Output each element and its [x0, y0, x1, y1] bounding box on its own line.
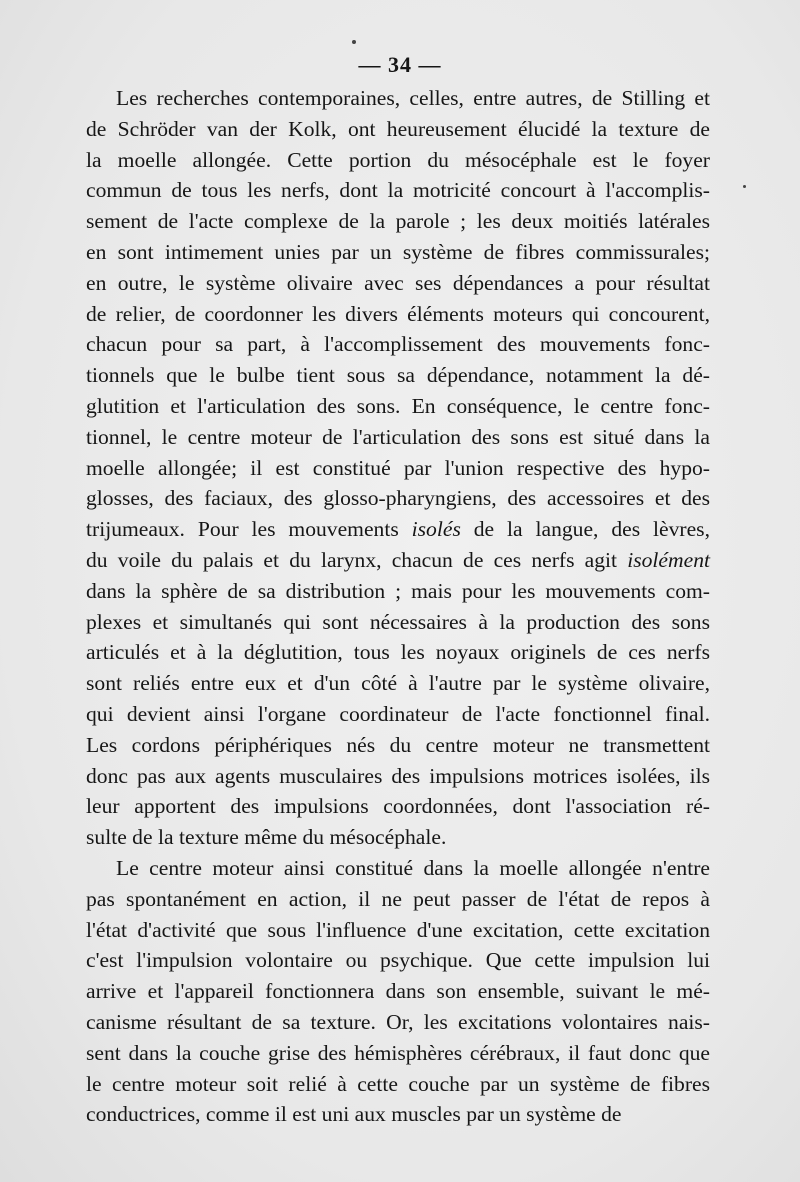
text-line: [86, 915, 710, 946]
text-line: [86, 329, 710, 360]
text-line: [86, 699, 710, 730]
text-segment: conductrices, comme il est uni aux muscles par un système de: [86, 1102, 622, 1127]
text-segment: chacun pour sa part, à l'accomplissement des mouvements fonc-: [86, 332, 710, 357]
text-segment: trijumeaux. Pour les mouvements: [86, 517, 412, 542]
text-segment: leur apportent des impulsions coordonnées, dont l'association ré-: [86, 794, 710, 819]
text-line: [86, 237, 710, 268]
text-segment: la moelle allongée. Cette portion du mésocéphale est le foyer: [86, 147, 710, 172]
text-segment: du voile du palais et du larynx, chacun de ces nerfs agit: [86, 547, 628, 572]
italic-word: isolés: [411, 517, 461, 542]
text-line: [86, 1069, 710, 1100]
text-segment: de la langue, des lèvres,: [460, 517, 710, 542]
body-text: [86, 83, 710, 1130]
text-line: [86, 83, 710, 114]
text-segment: moelle allongée; il est constitué par l'union respective des hypo-: [86, 455, 710, 480]
text-segment: qui devient ainsi l'organe coordinateur de l'acte fonctionnel final.: [86, 701, 710, 726]
text-line: [86, 637, 710, 668]
text-segment: dans la sphère de sa distribution ; mais pour les mouvements com-: [86, 578, 710, 603]
text-segment: tionnels que le bulbe tient sous sa dépendance, notamment la dé-: [86, 363, 710, 388]
text-line: [86, 607, 710, 638]
text-segment: arrive et l'appareil fonctionnera dans son ensemble, suivant le mé-: [86, 979, 710, 1004]
text-segment: sement de l'acte complexe de la parole ; les deux moitiés latérales: [86, 209, 710, 234]
text-line: [86, 822, 710, 853]
text-line: [86, 761, 710, 792]
page-number: — 34 —: [358, 52, 442, 77]
text-segment: c'est l'impulsion volontaire ou psychique. Que cette impulsion lui: [86, 948, 710, 973]
text-line: [86, 730, 710, 761]
text-line: [86, 391, 710, 422]
text-segment: donc pas aux agents musculaires des impulsions motrices isolées, ils: [86, 763, 710, 788]
text-line: [86, 1099, 710, 1130]
text-segment: pas spontanément en action, il ne peut passer de l'état de repos à: [86, 886, 710, 911]
text-line: [86, 576, 710, 607]
text-line: [86, 483, 710, 514]
text-segment: glutition et l'articulation des sons. En conséquence, le centre fonc-: [86, 393, 710, 418]
text-segment: Les recherches contemporaines, celles, entre autres, de Stilling et: [116, 86, 710, 110]
paragraph-2: [86, 853, 710, 1130]
text-line: [86, 945, 710, 976]
text-line: [86, 514, 710, 545]
text-segment: l'état d'activité que sous l'influence d'une excitation, cette excitation: [86, 917, 710, 942]
text-segment: en sont intimement unies par un système de fibres commissurales;: [86, 239, 710, 264]
text-segment: Les cordons périphériques nés du centre moteur ne transmettent: [86, 732, 710, 757]
text-segment: sent dans la couche grise des hémisphères cérébraux, il faut donc que: [86, 1040, 710, 1065]
text-line: [86, 145, 710, 176]
text-line: [86, 114, 710, 145]
text-line: [86, 268, 710, 299]
text-segment: articulés et à la déglutition, tous les noyaux originels de ces nerfs: [86, 640, 710, 665]
text-segment: tionnel, le centre moteur de l'articulation des sons est situé dans la: [86, 424, 710, 449]
text-line: [86, 545, 710, 576]
text-line: [86, 791, 710, 822]
text-line: [86, 422, 710, 453]
text-segment: en outre, le système olivaire avec ses dépendances a pour résultat: [86, 270, 710, 295]
text-line: [86, 668, 710, 699]
text-segment: commun de tous les nerfs, dont la motricité concourt à l'accomplis-: [86, 178, 710, 203]
text-line: [86, 853, 710, 884]
text-segment: canisme résultant de sa texture. Or, les excitations volontaires nais-: [86, 1009, 710, 1034]
text-segment: glosses, des faciaux, des glosso-pharyngiens, des accessoires et des: [86, 486, 710, 511]
ink-speck: [352, 40, 356, 44]
text-line: [86, 1007, 710, 1038]
text-line: [86, 360, 710, 391]
text-line: [86, 976, 710, 1007]
italic-word: isolément: [627, 547, 710, 572]
text-line: [86, 175, 710, 206]
text-segment: le centre moteur soit relié à cette couche par un système de fibres: [86, 1071, 710, 1096]
text-line: [86, 299, 710, 330]
paragraph-1: [86, 83, 710, 853]
text-line: [86, 206, 710, 237]
text-segment: Le centre moteur ainsi constitué dans la moelle allongée n'entre: [116, 855, 710, 880]
ink-speck: [743, 185, 746, 188]
text-segment: plexes et simultanés qui sont nécessaires à la production des sons: [86, 609, 710, 634]
text-segment: de relier, de coordonner les divers éléments moteurs qui concourent,: [86, 301, 710, 326]
text-segment: sont reliés entre eux et d'un côté à l'autre par le système olivaire,: [86, 671, 710, 696]
text-line: [86, 1038, 710, 1069]
text-segment: sulte de la texture même du mésocéphale.: [86, 825, 447, 850]
text-line: [86, 884, 710, 915]
text-segment: de Schröder van der Kolk, ont heureusement élucidé la texture de: [86, 116, 710, 141]
text-line: [86, 453, 710, 484]
